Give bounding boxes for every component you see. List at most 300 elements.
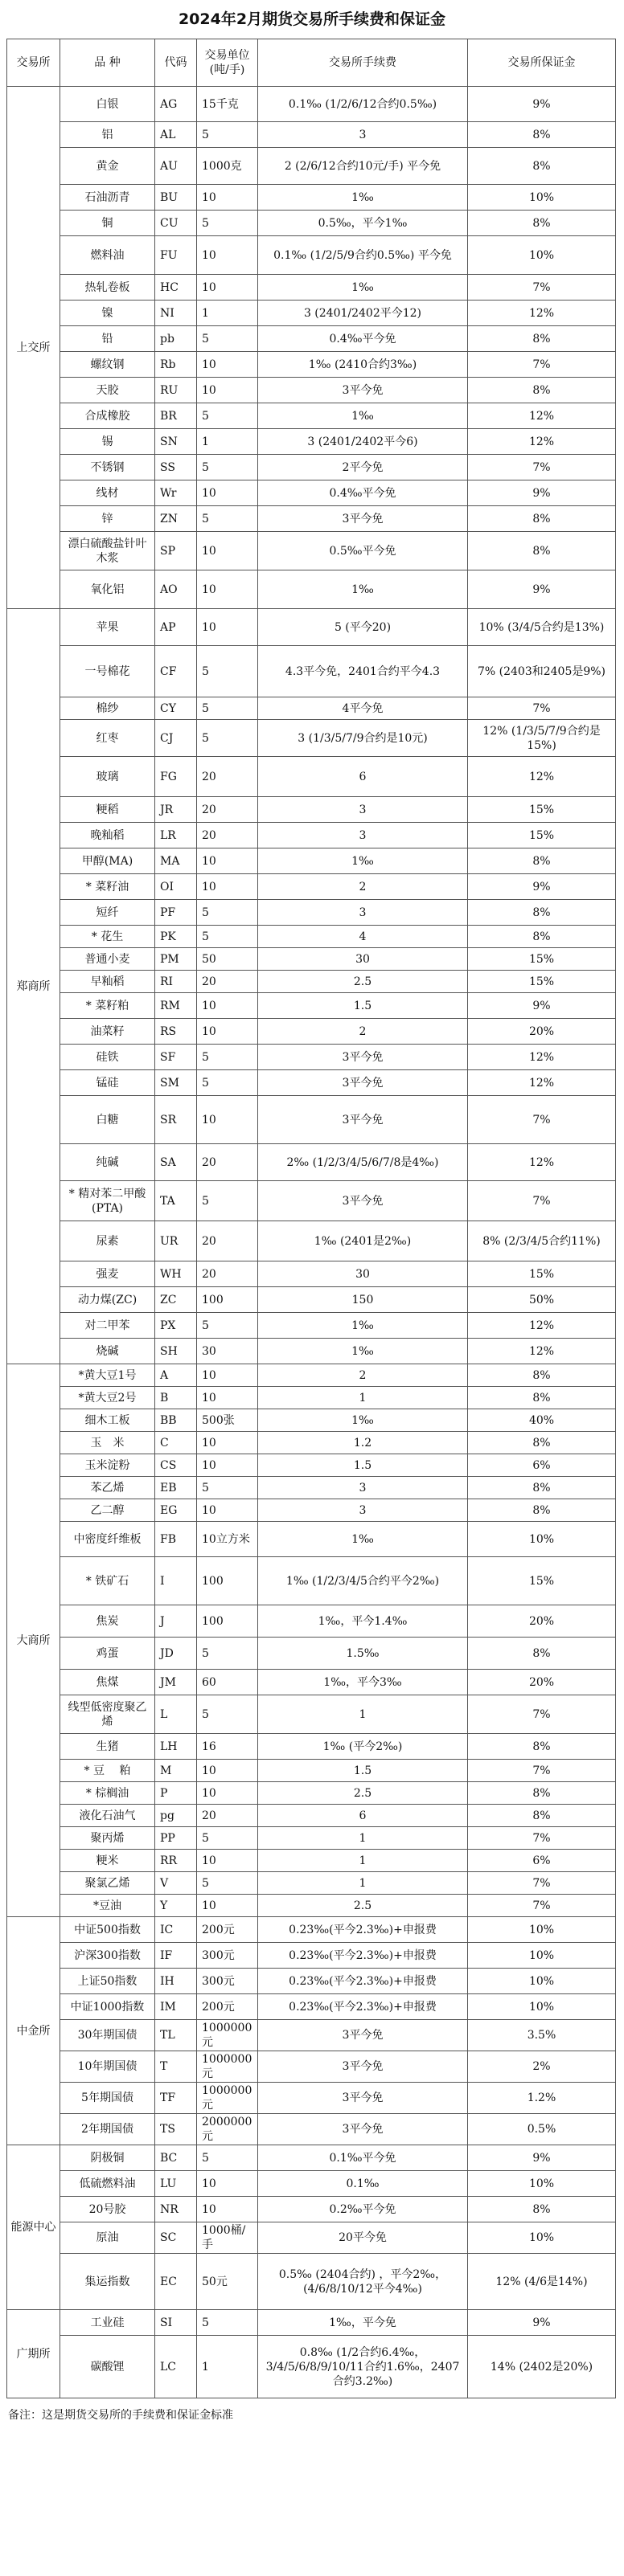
- margin-cell: 8%: [468, 148, 616, 185]
- margin-cell: 20%: [468, 1019, 616, 1045]
- code-cell: JD: [155, 1638, 197, 1670]
- unit-cell: 10: [197, 275, 258, 301]
- variety-cell: 锰硅: [60, 1070, 155, 1096]
- code-cell: SF: [155, 1045, 197, 1070]
- unit-cell: 10: [197, 1387, 258, 1409]
- margin-cell: 3.5%: [468, 2020, 616, 2051]
- table-row: [7, 1782, 616, 1805]
- fee-cell: 3 (2401/2402平今12): [258, 301, 468, 326]
- fee-cell: 0.4‰平今免: [258, 480, 468, 506]
- variety-cell: 纯碱: [60, 1144, 155, 1181]
- variety-cell: 短纤: [60, 900, 155, 926]
- code-cell: UR: [155, 1221, 197, 1261]
- fee-cell: 6: [258, 1805, 468, 1827]
- variety-cell: 乙二醇: [60, 1499, 155, 1522]
- variety-cell: 中密度纤维板: [60, 1522, 155, 1557]
- variety-cell: 锌: [60, 506, 155, 532]
- fee-cell: 3: [258, 1477, 468, 1499]
- margin-cell: 40%: [468, 1409, 616, 1432]
- variety-cell: 粳米: [60, 1850, 155, 1872]
- variety-cell: 氧化铝: [60, 570, 155, 609]
- code-cell: SN: [155, 429, 197, 455]
- variety-cell: 阴极铜: [60, 2145, 155, 2171]
- fee-cell: 2平今免: [258, 455, 468, 480]
- margin-cell: 7%: [468, 455, 616, 480]
- table-row: [7, 1499, 616, 1522]
- table-row: [7, 1670, 616, 1695]
- margin-cell: 8%: [468, 378, 616, 403]
- table-row: [7, 900, 616, 926]
- variety-cell: 20号胶: [60, 2197, 155, 2222]
- table-row: [7, 2114, 616, 2145]
- margin-cell: 12%: [468, 301, 616, 326]
- margin-cell: 20%: [468, 1670, 616, 1695]
- code-cell: FB: [155, 1522, 197, 1557]
- code-cell: B: [155, 1387, 197, 1409]
- table-row: [7, 236, 616, 275]
- margin-cell: 7%: [468, 697, 616, 720]
- table-row: [7, 2254, 616, 2310]
- unit-cell: 10: [197, 236, 258, 275]
- table-row: [7, 1805, 616, 1827]
- code-cell: I: [155, 1557, 197, 1605]
- table-row: [7, 1557, 616, 1605]
- table-row: [7, 1364, 616, 1387]
- code-cell: Y: [155, 1895, 197, 1917]
- exchange-cell: 上交所: [7, 87, 60, 609]
- unit-cell: 16: [197, 1734, 258, 1760]
- variety-cell: 螺纹钢: [60, 352, 155, 378]
- fee-cell: 0.5‰平今免: [258, 532, 468, 570]
- margin-cell: 10%: [468, 1522, 616, 1557]
- table-row: [7, 2222, 616, 2254]
- variety-cell: 铝: [60, 122, 155, 148]
- fee-cell: 0.2‰平今免: [258, 2197, 468, 2222]
- table-row: [7, 326, 616, 352]
- table-row: [7, 1522, 616, 1557]
- variety-cell: 石油沥青: [60, 185, 155, 211]
- margin-cell: 8%: [468, 1477, 616, 1499]
- table-row: [7, 757, 616, 797]
- table-row: [7, 1409, 616, 1432]
- unit-cell: 10: [197, 378, 258, 403]
- fee-cell: 1‰ (2410合约3‰): [258, 352, 468, 378]
- code-cell: SI: [155, 2310, 197, 2336]
- table-row: [7, 2197, 616, 2222]
- margin-cell: 8%: [468, 1782, 616, 1805]
- margin-cell: 10%: [468, 2222, 616, 2254]
- table-row: [7, 455, 616, 480]
- code-cell: TF: [155, 2083, 197, 2114]
- variety-cell: 强麦: [60, 1261, 155, 1287]
- variety-cell: 棉纱: [60, 697, 155, 720]
- code-cell: J: [155, 1605, 197, 1638]
- fee-cell: 0.23‰(平今2.3‰)+申报费: [258, 1969, 468, 1994]
- unit-cell: 10: [197, 1499, 258, 1522]
- variety-cell: *黄大豆2号: [60, 1387, 155, 1409]
- unit-cell: 1: [197, 301, 258, 326]
- fee-cell: 30: [258, 948, 468, 971]
- unit-cell: 5: [197, 2310, 258, 2336]
- fee-cell: 4.3平今免，2401合约平今4.3: [258, 646, 468, 697]
- code-cell: LH: [155, 1734, 197, 1760]
- unit-cell: 100: [197, 1557, 258, 1605]
- variety-cell: 早籼稻: [60, 971, 155, 993]
- fee-cell: 2.5: [258, 1782, 468, 1805]
- unit-cell: 20: [197, 757, 258, 797]
- unit-cell: 60: [197, 1670, 258, 1695]
- margin-cell: 0.5%: [468, 2114, 616, 2145]
- margin-cell: 12%: [468, 1144, 616, 1181]
- unit-cell: 20: [197, 1221, 258, 1261]
- margin-cell: 15%: [468, 1261, 616, 1287]
- code-cell: SA: [155, 1144, 197, 1181]
- margin-cell: 8% (2/3/4/5合约11%): [468, 1221, 616, 1261]
- variety-cell: 普通小麦: [60, 948, 155, 971]
- code-cell: SC: [155, 2222, 197, 2254]
- margin-cell: 20%: [468, 1605, 616, 1638]
- unit-cell: 10: [197, 2171, 258, 2197]
- margin-cell: 12%: [468, 1045, 616, 1070]
- page-title: 2024年2月期货交易所手续费和保证金: [178, 10, 446, 28]
- code-cell: P: [155, 1782, 197, 1805]
- variety-cell: 热轧卷板: [60, 275, 155, 301]
- code-cell: PM: [155, 948, 197, 971]
- unit-cell: 5: [197, 211, 258, 236]
- table-row: [7, 403, 616, 429]
- unit-cell: 200元: [197, 1994, 258, 2020]
- table-row: [7, 2051, 616, 2083]
- variety-cell: 合成橡胶: [60, 403, 155, 429]
- fee-cell: 1.5: [258, 1760, 468, 1782]
- code-cell: SS: [155, 455, 197, 480]
- fee-cell: 1‰，平今1.4‰: [258, 1605, 468, 1638]
- margin-cell: 8%: [468, 532, 616, 570]
- header-margin: 交易所保证金: [468, 39, 616, 87]
- exchange-cell: 能源中心: [7, 2145, 60, 2310]
- margin-cell: 12%: [468, 403, 616, 429]
- table-row: [7, 1144, 616, 1181]
- variety-cell: 线型低密度聚乙烯: [60, 1695, 155, 1734]
- variety-cell: 焦炭: [60, 1605, 155, 1638]
- table-row: [7, 1221, 616, 1261]
- fee-cell: 1‰，平今免: [258, 2310, 468, 2336]
- table-row: [7, 797, 616, 823]
- unit-cell: 5: [197, 403, 258, 429]
- table-row: [7, 1827, 616, 1850]
- unit-cell: 20: [197, 1261, 258, 1287]
- code-cell: OI: [155, 874, 197, 900]
- margin-cell: 8%: [468, 211, 616, 236]
- code-cell: IM: [155, 1994, 197, 2020]
- unit-cell: 5: [197, 122, 258, 148]
- fee-cell: 3: [258, 823, 468, 848]
- variety-cell: 一号棉花: [60, 646, 155, 697]
- margin-cell: 8%: [468, 1638, 616, 1670]
- code-cell: IF: [155, 1943, 197, 1969]
- variety-cell: 中证500指数: [60, 1917, 155, 1943]
- variety-cell: 鸡蛋: [60, 1638, 155, 1670]
- unit-cell: 10: [197, 874, 258, 900]
- table-row: [7, 1850, 616, 1872]
- table-row: [7, 275, 616, 301]
- fee-cell: 3: [258, 122, 468, 148]
- code-cell: RS: [155, 1019, 197, 1045]
- margin-cell: 10%: [468, 1969, 616, 1994]
- margin-cell: 7%: [468, 1827, 616, 1850]
- code-cell: PP: [155, 1827, 197, 1850]
- margin-cell: 50%: [468, 1287, 616, 1313]
- fee-cell: 3平今免: [258, 2114, 468, 2145]
- code-cell: SR: [155, 1096, 197, 1144]
- code-cell: PK: [155, 926, 197, 948]
- table-row: [7, 823, 616, 848]
- variety-cell: 漂白硫酸盐针叶木浆: [60, 532, 155, 570]
- fee-cell: 1.5: [258, 993, 468, 1019]
- fee-cell: 3 (1/3/5/7/9合约是10元): [258, 720, 468, 757]
- margin-cell: 7%: [468, 1181, 616, 1221]
- table-row: [7, 1019, 616, 1045]
- exchange-cell: 郑商所: [7, 609, 60, 1364]
- unit-cell: 10: [197, 2197, 258, 2222]
- margin-cell: 10%: [468, 236, 616, 275]
- fee-cell: 1.5‰: [258, 1638, 468, 1670]
- variety-cell: * 花生: [60, 926, 155, 948]
- fee-cell: 3平今免: [258, 1045, 468, 1070]
- table-body: [7, 87, 616, 2398]
- table-row: [7, 148, 616, 185]
- unit-cell: 100: [197, 1605, 258, 1638]
- unit-cell: 10: [197, 185, 258, 211]
- table-row: [7, 352, 616, 378]
- unit-cell: 1000000元: [197, 2020, 258, 2051]
- table-row: [7, 1313, 616, 1339]
- table-row: [7, 697, 616, 720]
- fee-cell: 1.2: [258, 1432, 468, 1454]
- code-cell: BB: [155, 1409, 197, 1432]
- unit-cell: 10立方米: [197, 1522, 258, 1557]
- table-row: [7, 1096, 616, 1144]
- variety-cell: *豆油: [60, 1895, 155, 1917]
- margin-cell: 10%: [468, 2171, 616, 2197]
- code-cell: TS: [155, 2114, 197, 2145]
- fee-cell: 1‰: [258, 1409, 468, 1432]
- margin-cell: 7%: [468, 1096, 616, 1144]
- margin-cell: 7%: [468, 1895, 616, 1917]
- variety-cell: 不锈钢: [60, 455, 155, 480]
- code-cell: LC: [155, 2336, 197, 2398]
- code-cell: TA: [155, 1181, 197, 1221]
- margin-cell: 2%: [468, 2051, 616, 2083]
- fee-cell: 1: [258, 1387, 468, 1409]
- table-row: [7, 185, 616, 211]
- table-row: [7, 87, 616, 122]
- fee-cell: 30: [258, 1261, 468, 1287]
- header-row: [7, 39, 616, 87]
- unit-cell: 5: [197, 697, 258, 720]
- margin-cell: 6%: [468, 1454, 616, 1477]
- fee-cell: 1‰ (平今2‰): [258, 1734, 468, 1760]
- fee-cell: 0.23‰(平今2.3‰)+申报费: [258, 1943, 468, 1969]
- table-row: [7, 720, 616, 757]
- variety-cell: * 菜籽粕: [60, 993, 155, 1019]
- margin-cell: 8%: [468, 1432, 616, 1454]
- variety-cell: 上证50指数: [60, 1969, 155, 1994]
- unit-cell: 5: [197, 926, 258, 948]
- code-cell: LR: [155, 823, 197, 848]
- fee-cell: 150: [258, 1287, 468, 1313]
- header-exchange: 交易所: [7, 39, 60, 87]
- unit-cell: 5: [197, 326, 258, 352]
- footnote: 备注：这是期货交易所的手续费和保证金标准: [8, 2409, 233, 2422]
- code-cell: M: [155, 1760, 197, 1782]
- code-cell: Wr: [155, 480, 197, 506]
- code-cell: TL: [155, 2020, 197, 2051]
- fee-cell: 1‰: [258, 403, 468, 429]
- fee-cell: 1‰: [258, 1339, 468, 1364]
- variety-cell: 铅: [60, 326, 155, 352]
- table-row: [7, 1261, 616, 1287]
- header-variety: 品 种: [60, 39, 155, 87]
- fee-cell: 3 (2401/2402平今6): [258, 429, 468, 455]
- header-code: 代码: [155, 39, 197, 87]
- margin-cell: 12%: [468, 429, 616, 455]
- table-row: [7, 2083, 616, 2114]
- margin-cell: 8%: [468, 900, 616, 926]
- margin-cell: 9%: [468, 993, 616, 1019]
- fee-cell: 1‰: [258, 848, 468, 874]
- table-row: [7, 1734, 616, 1760]
- fee-cell: 0.8‰ (1/2合约6.4‰，3/4/5/6/8/9/10/11合约1.6‰，2407合约3.2‰): [258, 2336, 468, 2398]
- fee-cell: 0.5‰ (2404合约) ，平今2‰，(4/6/8/10/12平今4‰): [258, 2254, 468, 2310]
- code-cell: CF: [155, 646, 197, 697]
- margin-cell: 8%: [468, 926, 616, 948]
- code-cell: EG: [155, 1499, 197, 1522]
- unit-cell: 10: [197, 1096, 258, 1144]
- margin-cell: 7%: [468, 352, 616, 378]
- unit-cell: 5: [197, 1872, 258, 1895]
- margin-cell: 15%: [468, 797, 616, 823]
- variety-cell: 黄金: [60, 148, 155, 185]
- code-cell: MA: [155, 848, 197, 874]
- variety-cell: 镍: [60, 301, 155, 326]
- margin-cell: 15%: [468, 971, 616, 993]
- variety-cell: 硅铁: [60, 1045, 155, 1070]
- fee-cell: 4平今免: [258, 697, 468, 720]
- table-row: [7, 122, 616, 148]
- variety-cell: 工业硅: [60, 2310, 155, 2336]
- fee-cell: 1: [258, 1827, 468, 1850]
- fee-cell: 2.5: [258, 1895, 468, 1917]
- fee-cell: 3: [258, 1499, 468, 1522]
- table-row: [7, 874, 616, 900]
- unit-cell: 300元: [197, 1969, 258, 1994]
- fee-margin-table: [6, 39, 616, 2398]
- table-row: [7, 2145, 616, 2171]
- table-row: [7, 301, 616, 326]
- table-row: [7, 378, 616, 403]
- unit-cell: 10: [197, 1454, 258, 1477]
- margin-cell: 8%: [468, 1805, 616, 1827]
- variety-cell: 玻璃: [60, 757, 155, 797]
- margin-cell: 12%: [468, 757, 616, 797]
- code-cell: pg: [155, 1805, 197, 1827]
- fee-cell: 3平今免: [258, 1096, 468, 1144]
- unit-cell: 10: [197, 1760, 258, 1782]
- fee-cell: 1.5: [258, 1454, 468, 1477]
- code-cell: IH: [155, 1969, 197, 1994]
- fee-cell: 2: [258, 1019, 468, 1045]
- variety-cell: 动力煤(ZC): [60, 1287, 155, 1313]
- table-row: [7, 2336, 616, 2398]
- unit-cell: 20: [197, 823, 258, 848]
- fee-cell: 0.4‰平今免: [258, 326, 468, 352]
- margin-cell: 12%: [468, 1070, 616, 1096]
- code-cell: RM: [155, 993, 197, 1019]
- unit-cell: 5: [197, 720, 258, 757]
- fee-cell: 2.5: [258, 971, 468, 993]
- variety-cell: 聚氯乙烯: [60, 1872, 155, 1895]
- table-row: [7, 1605, 616, 1638]
- table-row: [7, 1181, 616, 1221]
- unit-cell: 5: [197, 1070, 258, 1096]
- unit-cell: 2000000元: [197, 2114, 258, 2145]
- margin-cell: 9%: [468, 87, 616, 122]
- fee-cell: 0.1‰ (1/2/5/9合约0.5‰) 平今免: [258, 236, 468, 275]
- table-row: [7, 1045, 616, 1070]
- unit-cell: 5: [197, 1181, 258, 1221]
- unit-cell: 20: [197, 971, 258, 993]
- fee-cell: 1‰: [258, 1313, 468, 1339]
- fee-cell: 5 (平今20): [258, 609, 468, 646]
- table-row: [7, 2171, 616, 2197]
- exchange-cell: 广期所: [7, 2310, 60, 2398]
- table-row: [7, 1432, 616, 1454]
- unit-cell: 10: [197, 848, 258, 874]
- fee-cell: 4: [258, 926, 468, 948]
- unit-cell: 5: [197, 1477, 258, 1499]
- variety-cell: 粳稻: [60, 797, 155, 823]
- variety-cell: 苹果: [60, 609, 155, 646]
- code-cell: SM: [155, 1070, 197, 1096]
- unit-cell: 15千克: [197, 87, 258, 122]
- margin-cell: 12% (1/3/5/7/9合约是15%): [468, 720, 616, 757]
- code-cell: T: [155, 2051, 197, 2083]
- margin-cell: 8%: [468, 2197, 616, 2222]
- fee-cell: 6: [258, 757, 468, 797]
- variety-cell: 红枣: [60, 720, 155, 757]
- unit-cell: 5: [197, 1638, 258, 1670]
- margin-cell: 9%: [468, 874, 616, 900]
- unit-cell: 5: [197, 900, 258, 926]
- variety-cell: 对二甲苯: [60, 1313, 155, 1339]
- variety-cell: 集运指数: [60, 2254, 155, 2310]
- fee-cell: 1‰: [258, 570, 468, 609]
- code-cell: SH: [155, 1339, 197, 1364]
- code-cell: CY: [155, 697, 197, 720]
- margin-cell: 14% (2402是20%): [468, 2336, 616, 2398]
- variety-cell: 线材: [60, 480, 155, 506]
- unit-cell: 10: [197, 993, 258, 1019]
- code-cell: L: [155, 1695, 197, 1734]
- variety-cell: 燃料油: [60, 236, 155, 275]
- unit-cell: 1000000元: [197, 2083, 258, 2114]
- margin-cell: 15%: [468, 1557, 616, 1605]
- code-cell: JR: [155, 797, 197, 823]
- code-cell: A: [155, 1364, 197, 1387]
- table-row: [7, 480, 616, 506]
- unit-cell: 50元: [197, 2254, 258, 2310]
